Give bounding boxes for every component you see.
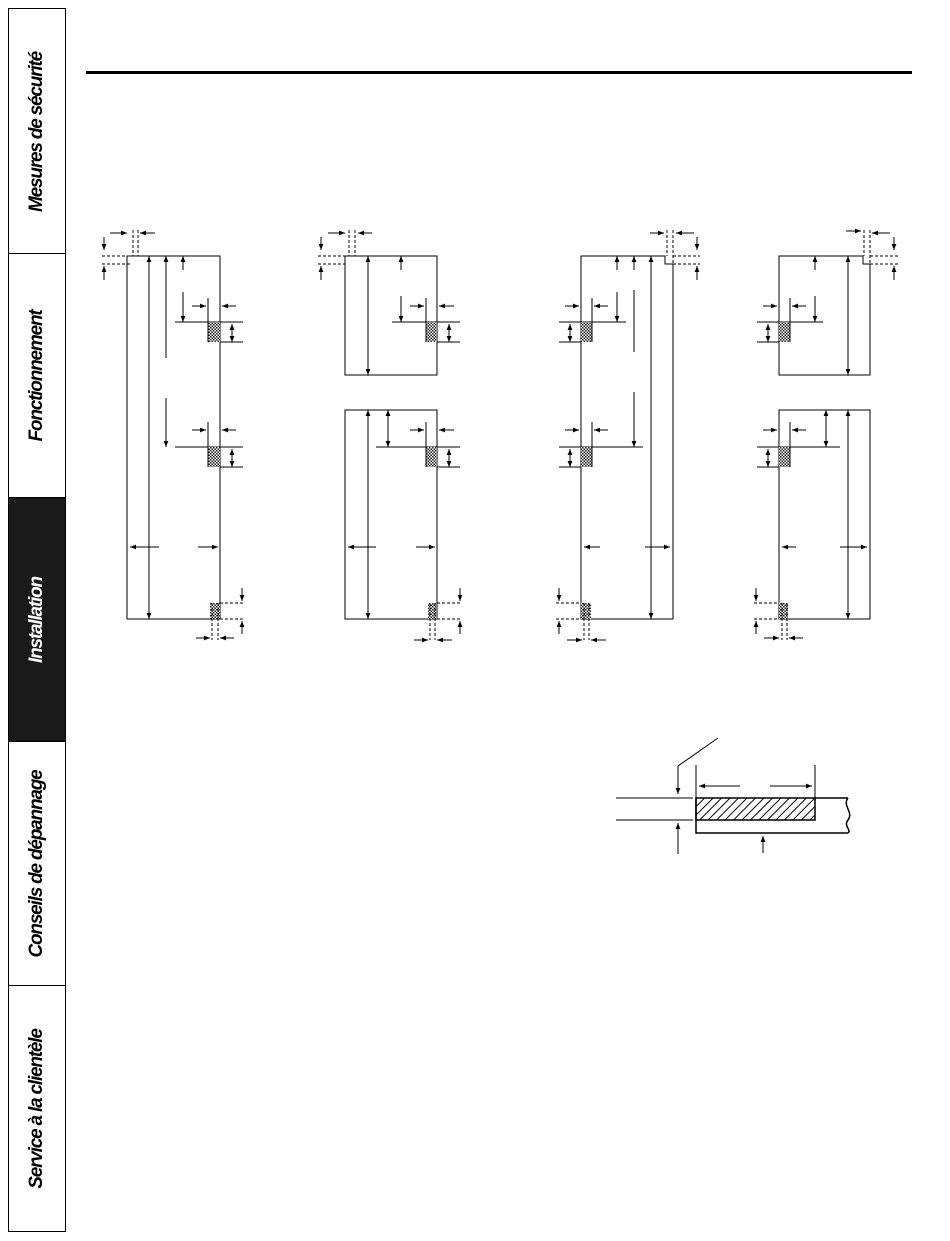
diagram-door-1 bbox=[102, 230, 245, 640]
tab-label: Fonctionnement bbox=[26, 310, 47, 441]
panel-thickness-detail bbox=[616, 738, 850, 854]
tab-label: Installation bbox=[26, 576, 47, 663]
tab-label: Service à la clientèle bbox=[26, 1028, 47, 1189]
diagram-door-4 bbox=[754, 230, 898, 640]
diagram-door-2 bbox=[318, 230, 462, 640]
diagram-door-3 bbox=[556, 230, 700, 640]
tab-label: Mesures de sécurité bbox=[26, 51, 47, 212]
tab-label: Conseils de dépannage bbox=[26, 769, 47, 958]
